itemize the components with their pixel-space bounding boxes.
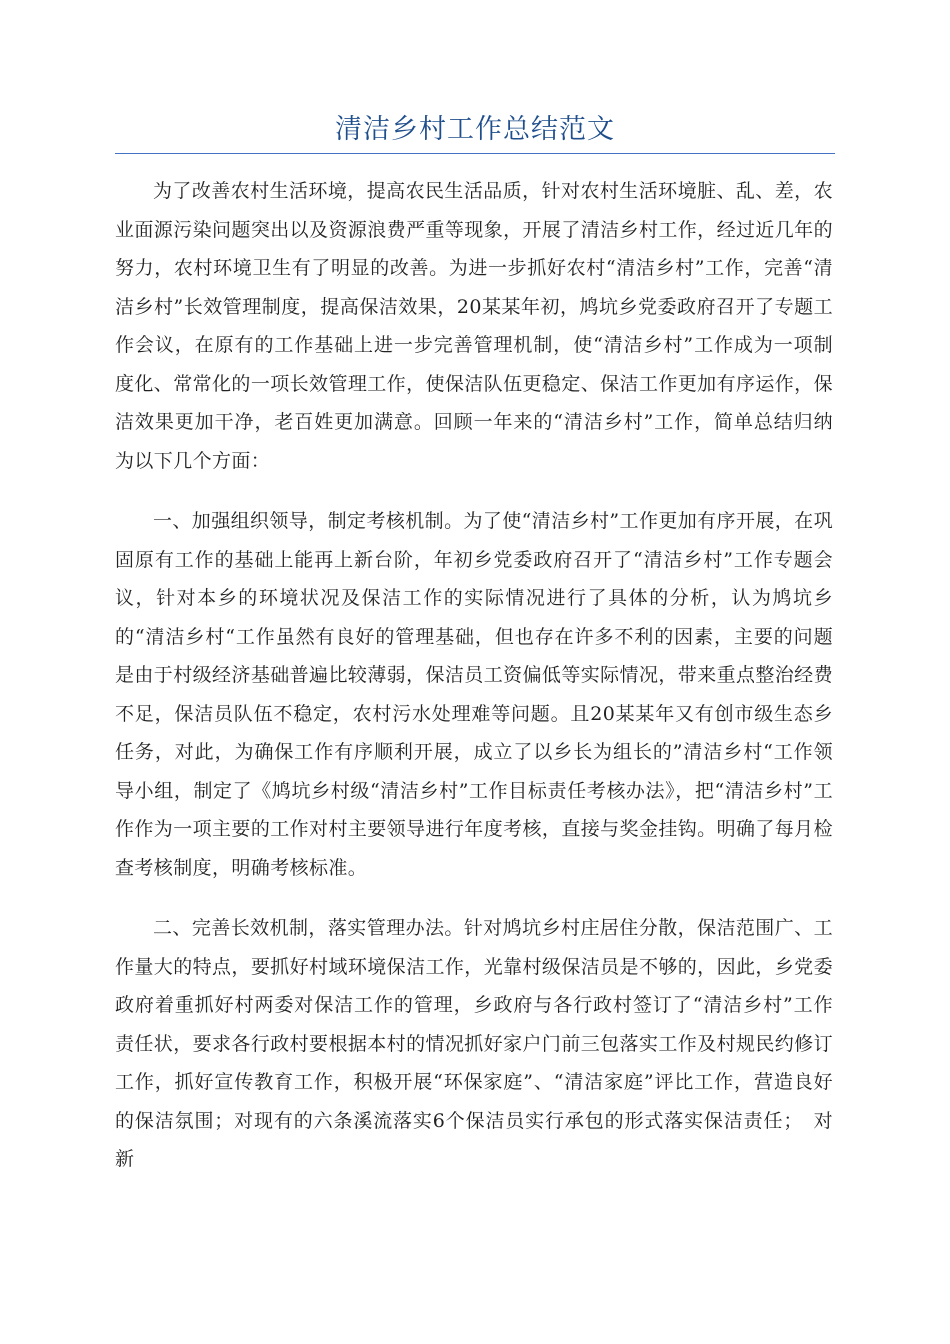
paragraph-intro: 为了改善农村生活环境，提高农民生活品质，针对农村生活环境脏、乱、差，农业面源污染问题突出以及资源浪费严重等现象，开展了清洁乡村工作，经过近几年的努力，农村环境卫生有了明显的改善。为进一步抓好农村“清洁乡村”工作，完善“清洁乡村”长效管理制度，提高保洁效果，20某某年初，鸠坑乡党委政府召开了专题工作会议，在原有的工作基础上进一步完善管理机制，使“清洁乡村”工作成为一项制度化、常常化的一项长效管理工作，使保洁队伍更稳定、保洁工作更加有序运作，保洁效果更加干净，老百姓更加满意。回顾一年来的“清洁乡村”工作，简单总结归纳为以下几个方面： [115, 180, 833, 472]
title-underline [115, 153, 835, 154]
paragraph-section-two: 二、完善长效机制，落实管理办法。针对鸠坑乡村庄居住分散，保洁范围广、工作量大的特点，要抓好村域环境保洁工作，光靠村级保洁员是不够的，因此，乡党委政府着重抓好村两委对保洁工作的管理，乡政府与各行政村签订了“清洁乡村”工作责任状，要求各行政村要根据本村的情况抓好家户门前三包落实工作及村规民约修订工作，抓好宣传教育工作，积极开展“环保家庭”、“清洁家庭”评比工作，营造良好的保洁氛围；对现有的六条溪流落实6个保洁员实行承包的形式落实保洁责任； 对新 [115, 917, 833, 1170]
document-body [115, 172, 833, 1201]
page-title: 清洁乡村工作总结范文 [335, 114, 615, 145]
paragraph-section-one: 一、加强组织领导，制定考核机制。为了使“清洁乡村”工作更加有序开展，在巩固原有工作的基础上能再上新台阶，年初乡党委政府召开了“清洁乡村”工作专题会议，针对本乡的环境状况及保洁工作的实际情况进行了具体的分析，认为鸠坑乡的“清洁乡村“工作虽然有良好的管理基础，但也存在许多不利的因素，主要的问题是由于村级经济基础普遍比较薄弱，保洁员工资偏低等实际情况，带来重点整治经费不足，保洁员队伍不稳定，农村污水处理难等问题。且20某某年又有创市级生态乡任务，对此，为确保工作有序顺利开展，成立了以乡长为组长的”清洁乡村“工作领导小组，制定了《鸠坑乡村级“清洁乡村”工作目标责任考核办法》，把“清洁乡村”工作作为一项主要的工作对村主要领导进行年度考核，直接与奖金挂钩。明确了每月检查考核制度，明确考核标准。 [115, 510, 833, 879]
